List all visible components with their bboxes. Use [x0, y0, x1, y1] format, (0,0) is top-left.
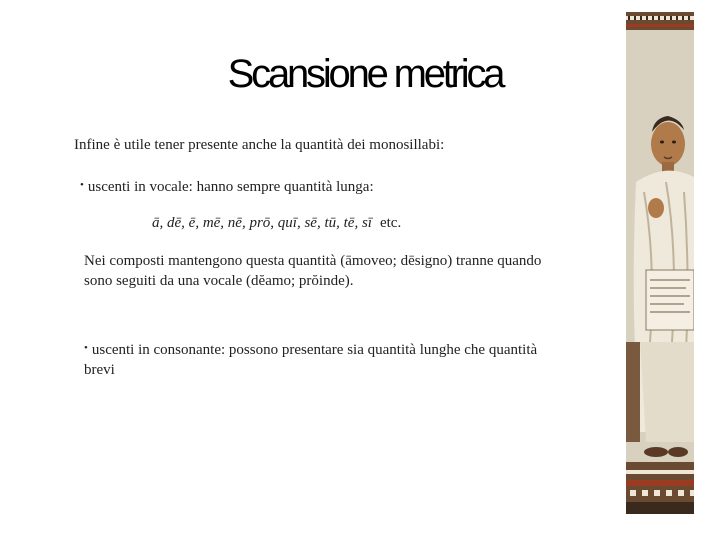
examples-etc: etc.: [379, 215, 402, 231]
bullet-icon: •: [80, 179, 84, 191]
virgil-mosaic-image: [626, 12, 694, 514]
bullet-consonante: [84, 342, 537, 359]
intro-text: Infine è utile tener presente anche la quantità dei monosillabi:: [74, 137, 445, 153]
slide-title: Scansione metrica: [227, 52, 503, 96]
bullet-vocale: [80, 179, 374, 196]
bullet-icon: •: [84, 342, 88, 354]
composti-line-1: Nei composti mantengono questa quantità (āmoveo; dēsigno) tranne quando: [84, 253, 542, 269]
composti-line-2: sono seguiti da una vocale (dĕamo; prŏinde).: [84, 273, 354, 289]
mosaic-figure-icon: [626, 12, 694, 514]
examples-list: ā, dē, ē, mē, nē, prō, quī, sē, tū, tē, sī: [152, 215, 372, 231]
bullet-vocale-text: uscenti in vocale: hanno sempre quantità lunga:: [87, 179, 374, 195]
consonante-line-2: brevi: [84, 362, 115, 378]
monosyllable-examples: [152, 215, 401, 232]
bullet-consonante-text: uscenti in consonante: possono presentare sia quantità lunghe che quantità: [91, 342, 538, 358]
